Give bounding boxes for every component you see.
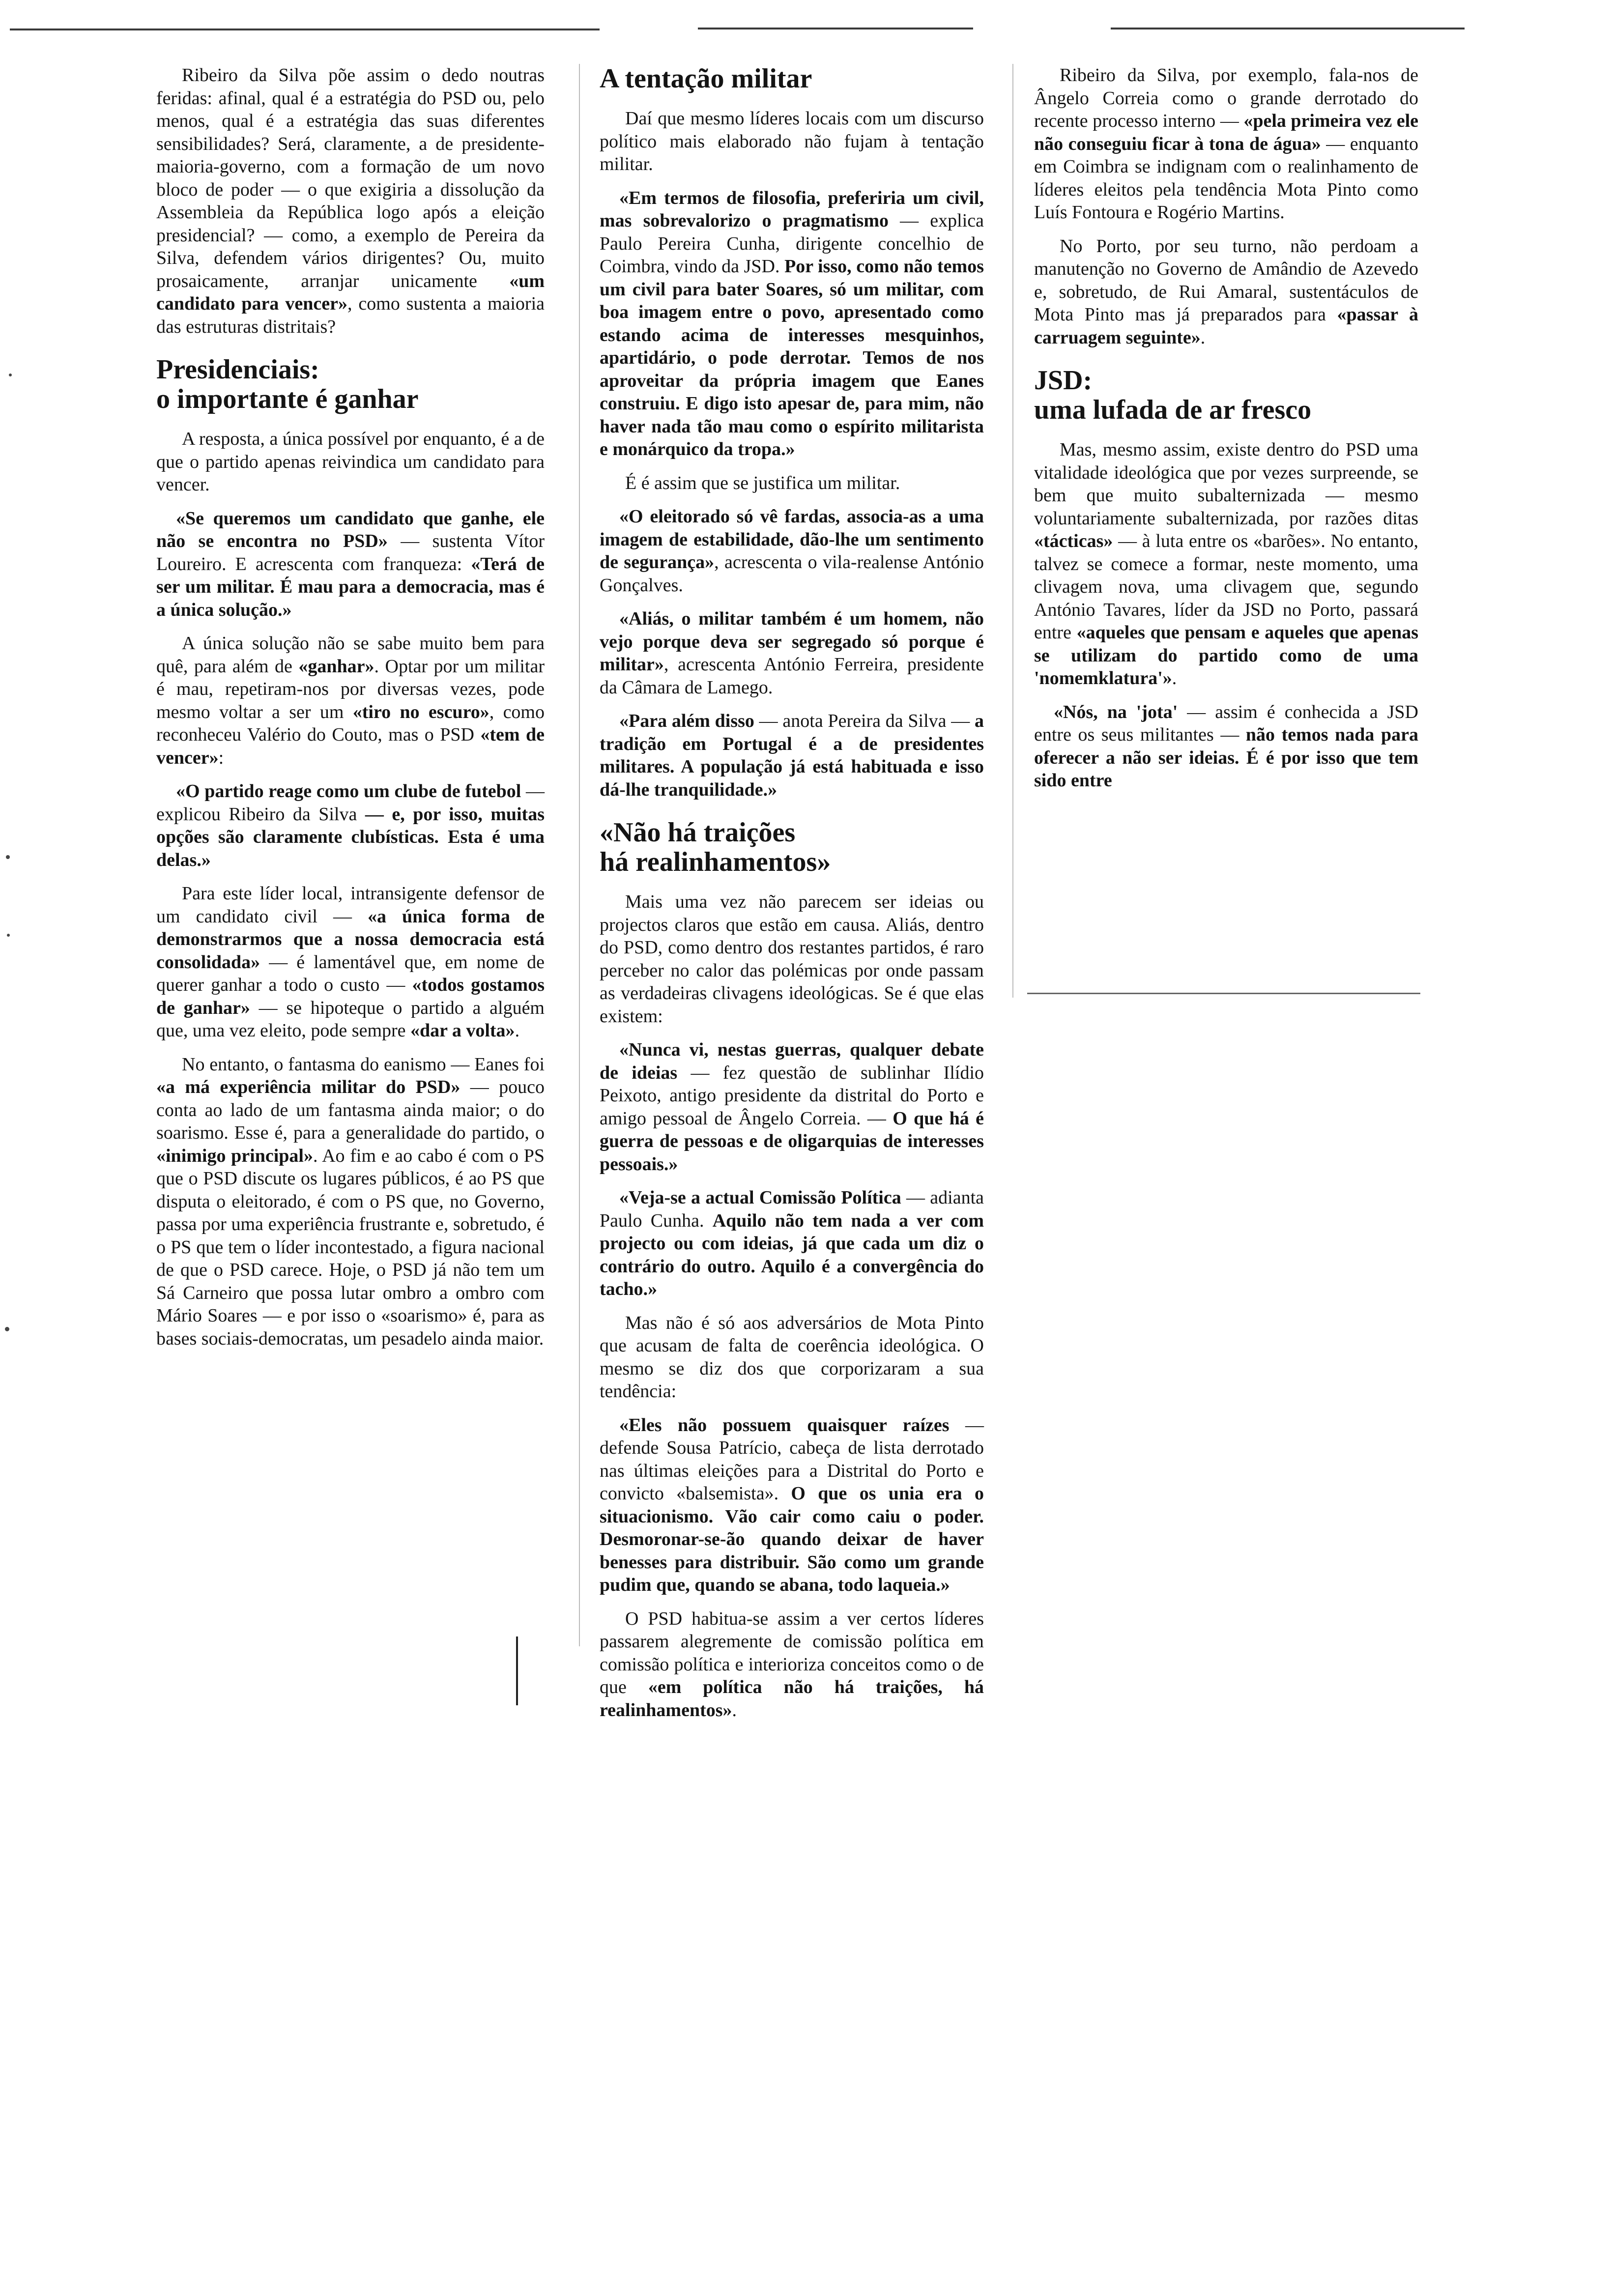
paragraph: «Aliás, o militar também é um homem, não vejo porque deva ser segregado só porque é militar», acrescenta António Ferreira, presidente da Câmara de Lamego. [600, 608, 984, 698]
paragraph: Ribeiro da Silva põe assim o dedo noutras feridas: afinal, qual é a estratégia do PSD ou, pelo menos, qual é a estratégia das suas diferentes sensibilidades? Será, claramente, a de presidente-maioria-governo, com a formação de um novo bloco de poder — o que exigiria a dissolução da Assembleia da República logo após a eleição presidencial? — como, a exemplo de Pereira da Silva, defendem vários dirigentes? Ou, muito prosaicamente, arranjar unicamente «um candidato para vencer», como sustenta a maioria das estruturas distritais? [156, 65, 545, 337]
scan-speck [6, 855, 10, 859]
paragraph: «O eleitorado só vê fardas, associa-as a uma imagem de estabilidade, dão-lhe um sentimento de segurança», acrescenta o vila-realense António Gonçalves. [600, 506, 984, 596]
paragraph: «Eles não possuem quaisquer raízes — defende Sousa Patrício, cabeça de lista derrotado nas últimas eleições para a Distrital do Porto e convicto «balsemista». O que os unia era o situacionismo. Vão cair como caiu o poder. Desmoronar-se-ão quando deixar de haver benesses para distribuir. São como um grande pudim que, quando se abana, todo laqueia.» [600, 1414, 984, 1595]
paragraph: «Nunca vi, nestas guerras, qualquer debate de ideias — fez questão de sublinhar Ilídio Peixoto, antigo presidente da distrital do Porto e amigo pessoal de Ângelo Correia. — O que há é guerra de pessoas e de oligarquias de interesses pessoais.» [600, 1039, 984, 1175]
paragraph: É é assim que se justifica um militar. [625, 472, 900, 493]
paragraph: Para este líder local, intransigente defensor de um candidato civil — «a única forma de demonstrarmos que a nossa democracia está consolidada» — é lamentável que, em nome de querer ganhar a todo o custo — «todos gostamos de ganhar» — se hipoteque o partido a alguém que, uma vez eleito, pode sempre «dar a volta». [156, 883, 545, 1041]
scan-speck [9, 373, 12, 376]
paragraph: «Nós, na 'jota' — assim é conhecida a JSD entre os seus militantes — não temos nada para oferecer a não ser ideias. É é por isso que tem sido entre [1034, 701, 1418, 791]
paragraph: Daí que mesmo líderes locais com um discurso político mais elaborado não fujam à tentação militar. [600, 108, 984, 174]
scan-speck [5, 1327, 9, 1331]
section-heading-jsd: JSD: uma lufada de ar fresco [1034, 365, 1312, 425]
top-edge-line [698, 28, 973, 29]
section-heading-nao-ha-traicoes: «Não há traições há realinhamentos» [600, 817, 831, 877]
paragraph: No entanto, o fantasma do eanismo — Eanes foi «a má experiência militar do PSD» — pouco conta ao lado de um fantasma ainda maior; o do soarismo. Esse é, para a generalidade do partido, o «inimigo principal». Ao fim e ao cabo é com o PS que o PSD discute os lugares públicos, é ao PS que disputa o eleitorado, é com o PS que, no Governo, passa por uma experiência frustrante e, sobretudo, é o PS que tem o líder incontestado, a figura nacional de que o PSD carece. Hoje, o PSD já não tem um Sá Carneiro que possa lutar ombro a ombro com Mário Soares — e por isso o «soarismo» é, para as bases sociais-democratas, um pesadelo ainda maior. [156, 1054, 545, 1349]
column-3 [1034, 64, 1418, 803]
paragraph: A resposta, a única possível por enquanto, é a de que o partido apenas reivindica um candidato para vencer. [156, 429, 545, 495]
section-heading-presidenciais: Presidenciais: o importante é ganhar [156, 354, 419, 414]
column-rule [1012, 64, 1013, 998]
paragraph: O PSD habitua-se assim a ver certos líderes passarem alegremente de comissão política em comissão política e interioriza conceitos como o de que «em política não há traições, há realinhamentos». [600, 1608, 984, 1721]
column-1 [156, 64, 545, 1361]
paragraph: «Em termos de filosofia, preferiria um civil, mas sobrevalorizo o pragmatismo — explica Paulo Pereira Cunha, dirigente concelhio de Coimbra, vindo da JSD. Por isso, como não temos um civil para bater Soares, só um militar, com boa imagem entre o povo, apresentado como estando acima de interesses mesquinhos, apartidário, o pode derrotar. Temos de nos aproveitar da própria imagem que Eanes construiu. E digo isto apesar de, para mim, não haver nada tão mau como o espírito militarista e monárquico da tropa.» [600, 187, 984, 459]
column-rule [516, 1636, 518, 1705]
column-2 [600, 64, 984, 1732]
paragraph: «Veja-se a actual Comissão Política — adianta Paulo Cunha. Aquilo não tem nada a ver com projecto ou com ideias, já que cada um diz o contrário do outro. Aquilo é a convergência do tacho.» [600, 1187, 984, 1299]
paragraph: «Se queremos um candidato que ganhe, ele não se encontra no PSD» — sustenta Vítor Loureiro. E acrescenta com franqueza: «Terá de ser um militar. É mau para a democracia, mas é a única solução.» [156, 508, 545, 620]
top-edge-line [10, 29, 600, 30]
column-rule [579, 64, 580, 1646]
paragraph: Ribeiro da Silva, por exemplo, fala-nos de Ângelo Correia como o grande derrotado do recente processo interno — «pela primeira vez ele não conseguiu ficar à tona de água» — enquanto em Coimbra se indignam com o realinhamento de líderes eleitos pela tendência Mota Pinto como Luís Fontoura e Rogério Martins. [1034, 65, 1419, 223]
column-end-rule [1027, 993, 1420, 994]
section-heading-tentacao-militar: A tentação militar [600, 63, 812, 94]
paragraph: Mas, mesmo assim, existe dentro do PSD uma vitalidade ideológica que por vezes surpreende, se bem que muito subalternizada — mesmo voluntariamente subalternizada, por razões ditas «tácticas» — à luta entre os «barões». No entanto, talvez se comece a formar, neste momento, uma clivagem nova, uma clivagem que, segundo António Tavares, líder da JSD no Porto, passará entre «aqueles que pensam e aqueles que apenas se utilizam do partido como de uma 'nomemklatura'». [1034, 439, 1418, 689]
scan-speck [7, 934, 10, 937]
paragraph: Mais uma vez não parecem ser ideias ou projectos claros que estão em causa. Aliás, dentro do PSD, como dentro dos restantes partidos, é raro perceber no calor das polémicas por onde passam as verdadeiras clivagens ideológicas. Se é que elas existem: [600, 891, 984, 1027]
paragraph: Mas não é só aos adversários de Mota Pinto que acusam de falta de coerência ideológica. O mesmo se diz dos que corporizaram a sua tendência: [600, 1312, 984, 1402]
paragraph: «O partido reage como um clube de futebol — explicou Ribeiro da Silva — e, por isso, muitas opções são claramente clubísticas. Esta é uma delas.» [156, 781, 545, 870]
top-edge-line [1111, 28, 1465, 29]
paragraph: No Porto, por seu turno, não perdoam a manutenção no Governo de Amândio de Azevedo e, sobretudo, de Rui Amaral, sustentáculos de Mota Pinto mas já preparados para «passar à carruagem seguinte». [1034, 235, 1418, 348]
paragraph: «Para além disso — anota Pereira da Silva — a tradição em Portugal é a de presidentes militares. A população já está habituada e isso dá-lhe tranquilidade.» [600, 711, 984, 800]
paragraph: A única solução não se sabe muito bem para quê, para além de «ganhar». Optar por um militar é mau, repetiram-nos por diversas vezes, pode mesmo voltar a ser um «tiro no escuro», como reconheceu Valério do Couto, mas o PSD «tem de vencer»: [156, 633, 545, 768]
